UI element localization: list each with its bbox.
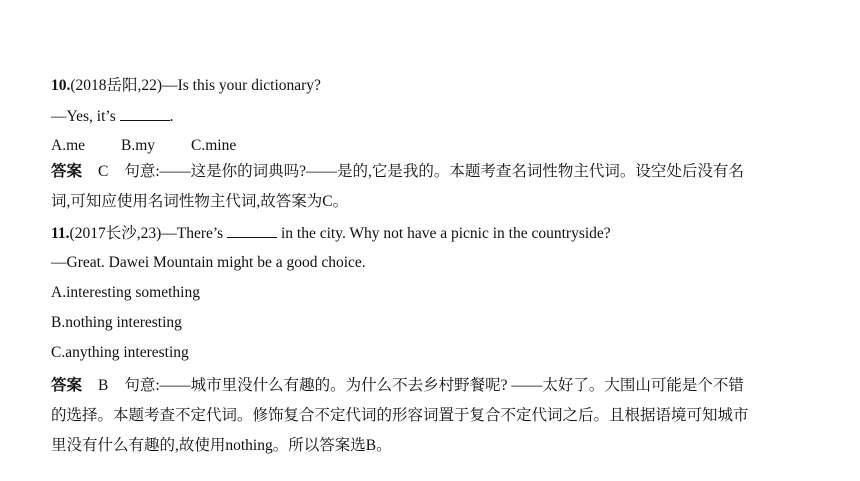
q11-explanation-1: 句意:——城市里没什么有趣的。为什么不去乡村野餐呢? ——太好了。大围山可能是个不错 (124, 377, 744, 394)
q10-blank (120, 108, 170, 121)
q11-blank (227, 225, 277, 238)
q11-explanation-2: 的选择。本题考查不定代词。修饰复合不定代词的形容词置于复合不定代词之后。且根据语境可知城市 (51, 407, 749, 424)
q10-option-a: A.me (51, 137, 86, 154)
q10-explanation-line2 (51, 194, 348, 210)
q11-explanation-line3 (51, 438, 392, 454)
q10-option-c: C.mine (191, 137, 237, 154)
q11-answer-label: 答案 (51, 377, 83, 394)
q11-number: 11. (51, 225, 70, 242)
q11-option-a: A.interesting something (51, 284, 200, 301)
q10-reply-prefix: —Yes, it’s (51, 108, 120, 125)
q11-answer-key: B (98, 377, 109, 394)
q11-reply-line (51, 255, 366, 271)
q10-options (51, 138, 236, 154)
q10-explanation-2: 词,可知应使用名词性物主代词,故答案为C。 (51, 193, 349, 210)
q10-answer-key: C (98, 163, 109, 180)
q11-option-c: C.anything interesting (51, 344, 189, 361)
q11-explanation-line2 (51, 408, 749, 424)
q10-number: 10. (51, 77, 71, 94)
q10-option-b: B.my (121, 137, 156, 154)
q11-stem-line (51, 225, 611, 242)
q11-reply: —Great. Dawei Mountain might be a good choice. (51, 254, 366, 271)
q10-source: (2018岳阳,22) (70, 77, 163, 94)
q11-stem-prefix: —There’s (161, 225, 228, 242)
q10-answer-label: 答案 (51, 163, 83, 180)
q11-explanation-3: 里没有什么有趣的,故使用nothing。所以答案选B。 (51, 437, 392, 454)
q10-reply-line (51, 108, 174, 125)
q10-reply-suffix: . (169, 108, 174, 125)
q10-explanation-1: 句意:——这是你的词典吗?——是的,它是我的。本题考查名词性物主代词。设空处后没有名 (124, 163, 744, 180)
q11-stem-suffix: in the city. Why not have a picnic in the countryside? (277, 225, 611, 242)
q10-answer-line (51, 164, 744, 180)
q10-stem-line (51, 78, 321, 94)
q10-stem: —Is this your dictionary? (162, 77, 321, 94)
q11-option-b: B.nothing interesting (51, 314, 182, 331)
q11-source: (2017长沙,23) (69, 225, 162, 242)
q11-answer-line (51, 378, 744, 394)
